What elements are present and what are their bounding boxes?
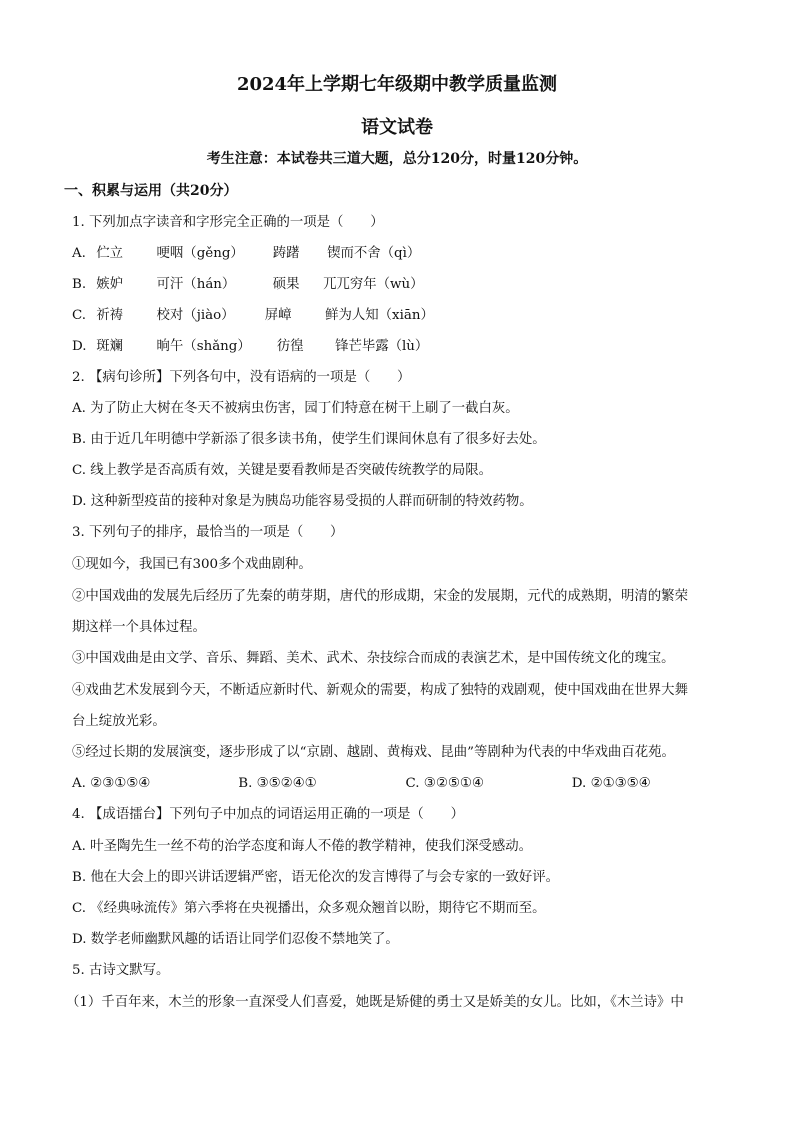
option-item: 锲而不舍（qì）: [327, 246, 421, 261]
option-item: D. ②①③⑤④: [571, 776, 651, 791]
q3-sentence: ③中国戏曲是由文学、音乐、舞蹈、美术、武术、杂技综合而成的表演艺术，是中国传统文化的瑰宝。: [72, 651, 675, 666]
option-item: 校对（jiào）: [156, 308, 235, 323]
option-item: 晌午（shǎng）: [156, 339, 251, 354]
option-item: C. ③②⑤①④: [405, 776, 484, 791]
option-label: D.: [72, 339, 87, 354]
q2-option-b: B. 由于近几年明德中学新添了很多读书角，使学生们课间休息有了很多好去处。: [72, 432, 546, 447]
q4-option-b: B. 他在大会上的即兴讲话逻辑严密，语无伦次的发言博得了与会专家的一致好评。: [72, 870, 560, 885]
q3-sentence-cont: 台上绽放光彩。: [72, 714, 166, 729]
exam-title: 2024年上学期七年级期中教学质量监测: [236, 74, 558, 95]
q3-sentence-cont: 期这样一个具体过程。: [72, 620, 206, 635]
option-label: C.: [72, 308, 87, 323]
section-heading: 一、积累与运用（共20分）: [64, 183, 238, 199]
q1-stem: 1. 下列加点字读音和字形完全正确的一项是（ ）: [72, 215, 384, 230]
option-item: 锋芒毕露（lù）: [335, 339, 429, 354]
q2-option-d: D. 这种新型疫苗的接种对象是为胰岛功能容易受损的人群而研制的特效药物。: [72, 494, 533, 509]
option-item: B. ③⑤②④①: [238, 776, 317, 791]
q3-options: [72, 774, 651, 794]
q4-option-a: A. 叶圣陶先生一丝不苟的治学态度和诲人不倦的教学精神，使我们深受感动。: [72, 839, 533, 854]
q2-option-c: C. 线上教学是否高质有效，关键是要看教师是否突破传统教学的局限。: [72, 463, 492, 478]
q4-option-d: D. 数学老师幽默风趣的话语让同学们忍俊不禁地笑了。: [72, 932, 399, 947]
q1-option-a: [72, 244, 420, 264]
q5-line: （1）千百年来，木兰的形象一直深受人们喜爱，她既是矫健的勇士又是娇美的女儿。比如，《木兰诗》中: [66, 995, 684, 1010]
option-item: 兀兀穷年（wù）: [323, 277, 424, 292]
option-item: 斑斓: [96, 339, 124, 354]
q5-stem: 5. 古诗文默写。: [72, 963, 170, 978]
option-item: 伫立: [96, 246, 124, 261]
option-item: 可汗（hán）: [156, 277, 236, 292]
option-label: B.: [72, 277, 87, 292]
option-item: 祈祷: [96, 308, 124, 323]
option-item: 鲜为人知（xiān）: [325, 308, 434, 323]
q1-option-b: [72, 275, 424, 295]
option-item: A. ②③①⑤④: [72, 776, 151, 791]
q4-stem: 4. 【成语擂台】下列句子中加点的词语运用正确的一项是（ ）: [72, 807, 464, 822]
option-label: A.: [72, 246, 86, 261]
q4-option-c: C. 《经典咏流传》第六季将在央视播出，众多观众翘首以盼，期待它不期而至。: [72, 901, 546, 916]
q1-option-c: [72, 306, 434, 326]
q2-option-a: A. 为了防止大树在冬天不被病虫伤害，园丁们特意在树干上刷了一截白灰。: [72, 401, 519, 416]
q3-sentence: ①现如今，我国已有300多个戏曲剧种。: [72, 557, 312, 572]
q1-option-d: [72, 337, 428, 357]
q3-sentence: ⑤经过长期的发展演变，逐步形成了以“京剧、越剧、黄梅戏、昆曲”等剧种为代表的中华戏曲百花苑。: [72, 745, 675, 760]
option-item: 踌躇: [272, 246, 300, 261]
option-item: 硕果: [272, 277, 300, 292]
q2-stem: 2. 【病句诊所】下列各句中，没有语病的一项是（ ）: [72, 370, 411, 385]
q3-sentence: ④戏曲艺术发展到今天，不断适应新时代、新观众的需要，构成了独特的戏剧观，使中国戏曲在世界大舞: [72, 683, 688, 698]
q3-sentence: ②中国戏曲的发展先后经历了先秦的萌芽期，唐代的形成期，宋金的发展期，元代的成熟期，明清的繁荣: [72, 589, 688, 604]
option-item: 屏嶂: [264, 308, 292, 323]
option-item: 嫉妒: [96, 277, 124, 292]
exam-notice: 考生注意：本试卷共三道大题，总分120分，时量120分钟。: [206, 151, 588, 167]
option-item: 哽咽（gěng）: [156, 246, 244, 261]
option-item: 彷徨: [276, 339, 304, 354]
exam-subtitle: 语文试卷: [361, 117, 433, 138]
q3-stem: 3. 下列句子的排序，最恰当的一项是（ ）: [72, 525, 344, 540]
